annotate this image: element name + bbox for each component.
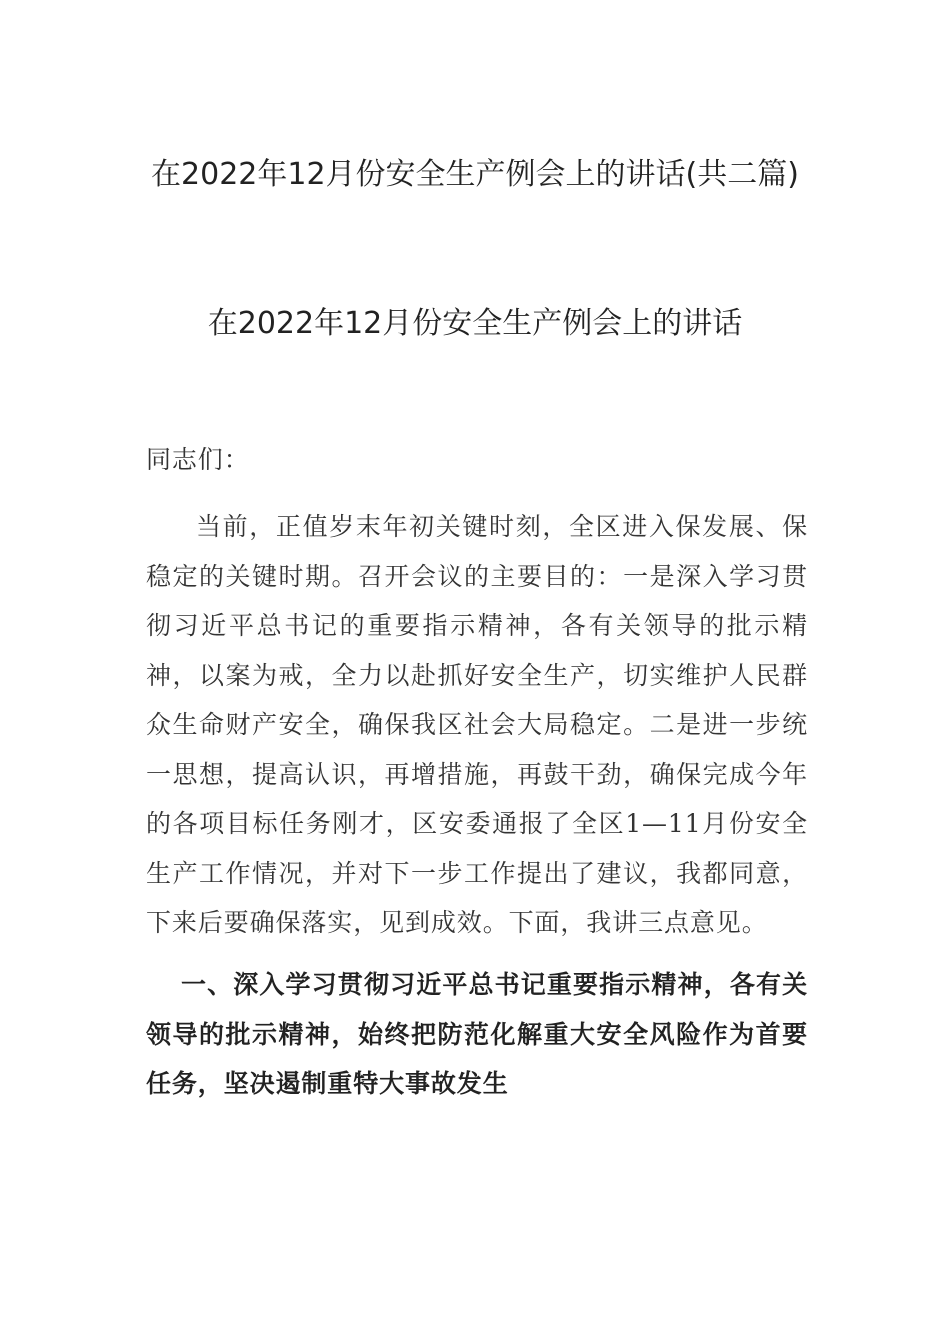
section-heading: 一、深入学习贯彻习近平总书记重要指示精神，各有关领导的批示精神，始终把防范化解重大安全风险作为首要任务，坚决遏制重特大事故发生 (146, 970, 808, 1098)
salutation: 同志们： (146, 445, 250, 474)
body-paragraph: 当前，正值岁末年初关键时刻，全区进入保发展、保稳定的关键时期。召开会议的主要目的：一是深入学习贯彻习近平总书记的重要指示精神，各有关领导的批示精神，以案为戒，全力以赴抓好安全生产，切实维护人民群众生命财产安全，确保我区社会大局稳定。二是进一步统一思想，提高认识，再增措施，再鼓干劲，确保完成今年的各项目标任务刚才，区安委通报了全区1—11月份安全生产工作情况，并对下一步工作提出了建议，我都同意，下来后要确保落实，见到成效。下面，我讲三点意见。 (146, 512, 808, 937)
speech-title: 在2022年12月份安全生产例会上的讲话 (207, 306, 743, 341)
document-title: 在2022年12月份安全生产例会上的讲话(共二篇) (151, 157, 799, 192)
